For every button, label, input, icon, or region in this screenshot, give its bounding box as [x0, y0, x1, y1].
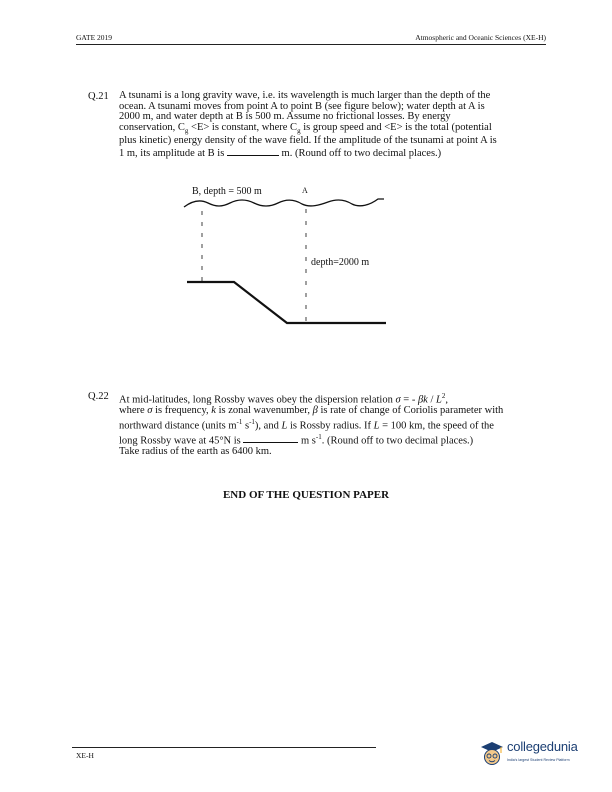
- q21-text: [119, 91, 497, 159]
- q21-number: Q.21: [88, 91, 109, 102]
- footer-rule-extension: [302, 747, 376, 748]
- q21-line-4: conservation, $C_g <E>$ is constant, where $C_g$ is group speed and <E> is the total (potential: [119, 121, 492, 135]
- wave-surface: [184, 199, 384, 207]
- end-of-paper-title: END OF THE QUESTION PAPER: [222, 489, 390, 501]
- q22-line-5: Take radius of the earth as 6400 km.: [119, 445, 272, 457]
- q22-answer-blank[interactable]: [243, 434, 298, 443]
- q21-answer-blank[interactable]: [227, 147, 279, 156]
- q21-subscript-g-1: g: [184, 126, 189, 135]
- q22-text: [119, 391, 503, 457]
- header-rule: [76, 44, 546, 45]
- q22-line-3: northward distance (units $m^{-1}$ $s^{-1}$), and L is Rossby radius. If L = 100 km, the speed of the: [119, 417, 494, 431]
- q22-line-2: where σ is frequency, k is zonal wavenumber, β is rate of change of Coriolis parameter with: [119, 405, 504, 416]
- q21-line-2: ocean. A tsunami moves from point A to point B (see figure below); water depth at A is: [119, 100, 485, 112]
- q21-subscript-g-2: g: [297, 126, 301, 135]
- q22-line-4: long Rossby wave at 45°N is m $s^{-1}$. (Round off to two decimal places.): [119, 432, 474, 446]
- header-exam-title: GATE 2019: [76, 33, 113, 42]
- collegedunia-logo-icon: [479, 738, 505, 768]
- q22-number: Q.22: [88, 391, 109, 402]
- fig-label-depth: depth=2000 m: [311, 257, 370, 268]
- q21-line-6: 1 m, its amplitude at B is m. (Round off to two decimal places.): [119, 147, 442, 159]
- q21-line-5: plus kinetic) energy density of the wave field. If the amplitude of the tsunami at point A is: [119, 135, 497, 147]
- q21-line-1: A tsunami is a long gravity wave, i.e. its wavelength is much larger than the depth of the: [119, 90, 491, 101]
- tsunami-figure: [180, 195, 390, 330]
- fig-label-b: B, depth = 500 m: [192, 186, 262, 197]
- q21-line-3: 2000 m, and water depth at B is 500 m. Assume no frictional losses. By energy: [119, 111, 451, 122]
- header-paper-title: Atmospheric and Oceanic Sciences (XE-H): [415, 33, 546, 42]
- footer-rule: [72, 747, 302, 748]
- ocean-floor: [187, 282, 386, 323]
- footer-section-code: XE-H: [76, 751, 94, 760]
- q22-line-1: At mid-latitudes, long Rossby waves obey the dispersion relation σ = - βk / $L^2$,: [119, 392, 448, 406]
- collegedunia-logo-tagline: India's largest Student Review Platform: [507, 758, 570, 762]
- fig-label-a: A: [302, 186, 308, 195]
- collegedunia-logo-wordmark[interactable]: collegedunia: [507, 739, 578, 754]
